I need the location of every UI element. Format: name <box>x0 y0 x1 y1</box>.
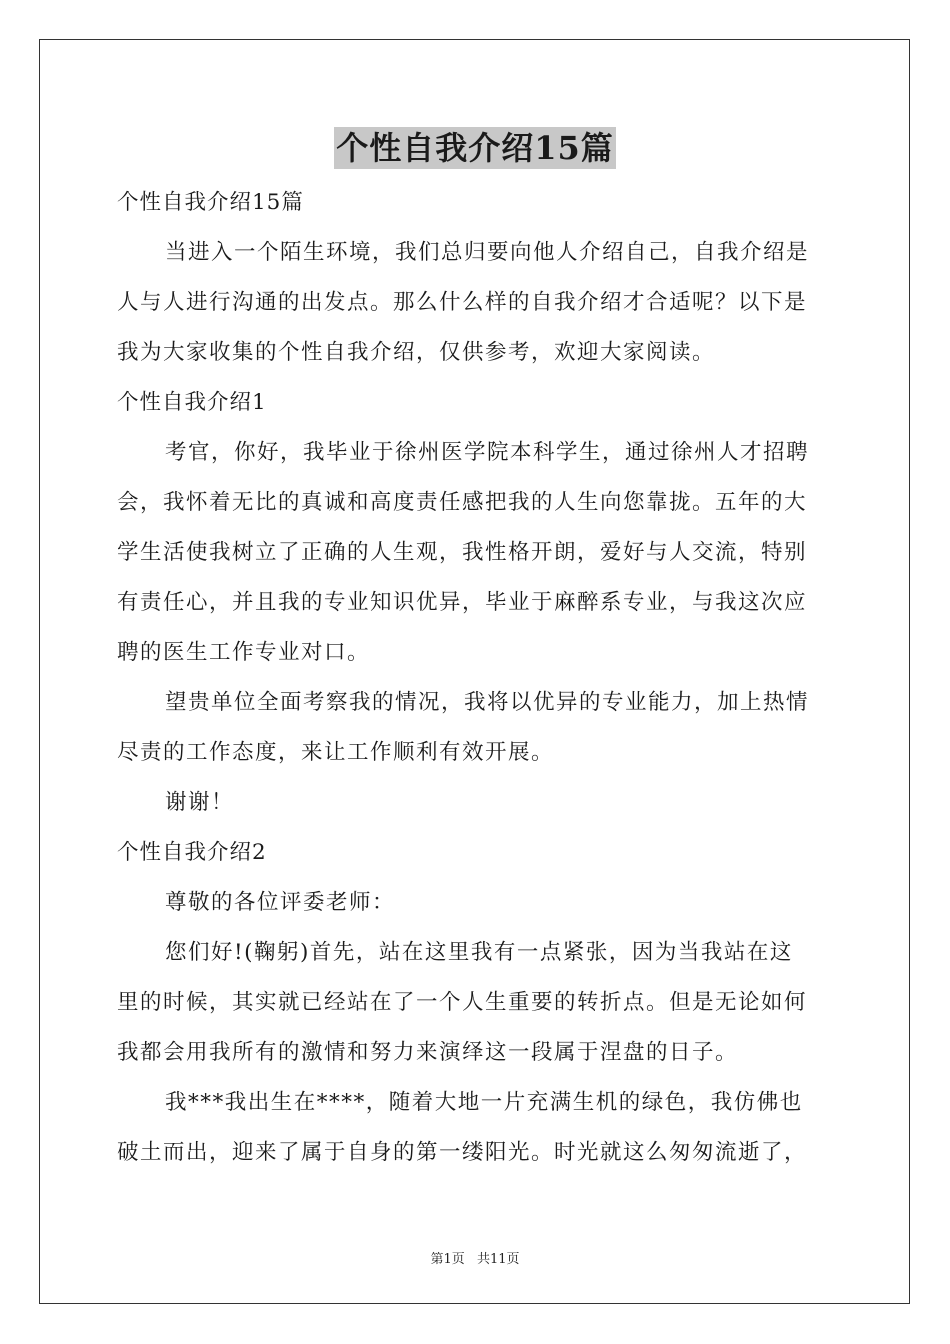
page-total: 共11页 <box>476 1252 520 1267</box>
paragraph-line: 考官，你好，我毕业于徐州医学院本科学生，通过徐州人才招聘 <box>165 440 810 465</box>
paragraph-line: 会，我怀着无比的真诚和高度责任感把我的人生向您靠拢。五年的大 <box>117 490 808 515</box>
paragraph-line: 尽责的工作态度，来让工作顺利有效开展。 <box>117 740 555 765</box>
document-title: 个性自我介绍15篇 <box>336 129 614 167</box>
paragraph-line: 我都会用我所有的激情和努力来演绎这一段属于涅盘的日子。 <box>117 1040 739 1065</box>
paragraph-line: 望贵单位全面考察我的情况，我将以优异的专业能力，加上热情 <box>165 690 810 715</box>
paragraph-line: 学生活使我树立了正确的人生观，我性格开朗，爱好与人交流，特别 <box>117 540 808 565</box>
section-heading: 个性自我介绍2 <box>117 840 267 865</box>
paragraph-line: 当进入一个陌生环境，我们总归要向他人介绍自己，自我介绍是 <box>165 240 810 265</box>
paragraph-line: 我为大家收集的个性自我介绍，仅供参考，欢迎大家阅读。 <box>117 340 716 365</box>
section-heading: 个性自我介绍1 <box>117 390 267 415</box>
paragraph-line: 里的时候，其实就已经站在了一个人生重要的转折点。但是无论如何 <box>117 990 808 1015</box>
paragraph-line: 有责任心，并且我的专业知识优异，毕业于麻醉系专业，与我这次应 <box>117 590 808 615</box>
paragraph-line: 谢谢！ <box>165 790 235 815</box>
paragraph-line: 聘的医生工作专业对口。 <box>117 640 371 665</box>
document-body <box>117 178 837 1178</box>
page-number: 第1页 <box>430 1252 465 1267</box>
section-heading: 个性自我介绍15篇 <box>117 190 304 215</box>
paragraph-line: 破土而出，迎来了属于自身的第一缕阳光。时光就这么匆匆流逝了， <box>117 1140 808 1165</box>
title-wrap <box>0 127 950 169</box>
page-footer <box>0 1248 950 1267</box>
paragraph-line: 您们好!(鞠躬)首先，站在这里我有一点紧张，因为当我站在这 <box>165 940 793 965</box>
paragraph-line: 我***我出生在****，随着大地一片充满生机的绿色，我仿佛也 <box>165 1090 803 1115</box>
paragraph-line: 人与人进行沟通的出发点。那么什么样的自我介绍才合适呢？以下是 <box>117 290 808 315</box>
paragraph-line: 尊敬的各位评委老师： <box>165 890 396 915</box>
